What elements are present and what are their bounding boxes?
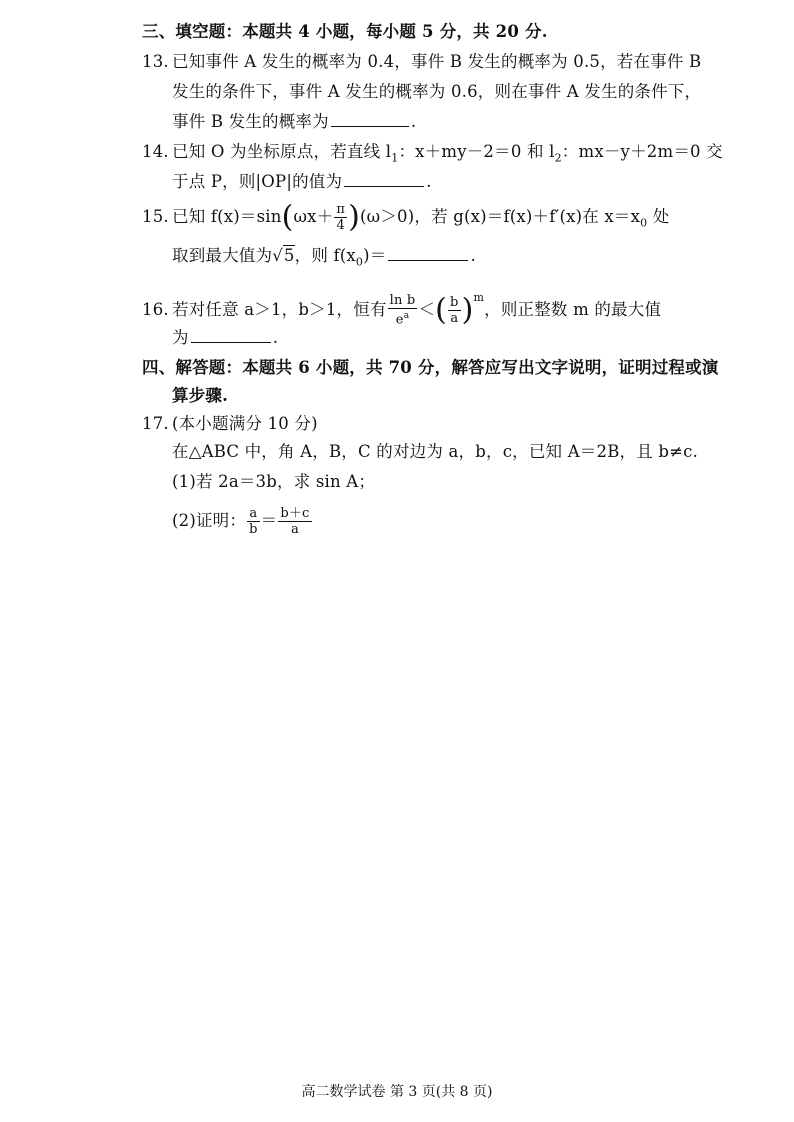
q13-text-line2: 发生的条件下，事件 A 发生的概率为 0.6，则在事件 A 发生的条件下， — [172, 82, 702, 101]
q17-frac1-top: a — [247, 506, 260, 522]
q16-ln-top: ln b — [389, 293, 416, 309]
q15-text-line2c: )＝ — [363, 246, 387, 265]
q16-text-p2: ，则正整数 m 的最大值 — [484, 300, 662, 319]
q13-text-line3: 事件 B 发生的概率为 — [172, 112, 329, 131]
q16-close-paren: ) — [461, 292, 474, 328]
q16-e-sup: a — [403, 311, 410, 322]
page-footer — [0, 1082, 794, 1102]
q15-text-line2a: 取到最大值为 — [172, 246, 273, 265]
q14-text-c: ：mx－y＋2m＝0 交 — [561, 142, 723, 161]
q15-text-line2b: ，则 f(x — [294, 246, 356, 265]
q16-ln-fraction — [388, 293, 418, 327]
q15-pi-fraction — [334, 202, 347, 233]
q16-e-base: e — [395, 312, 404, 328]
q15-close-paren: ) — [348, 199, 361, 235]
q17-frac-a-b — [247, 506, 260, 537]
q17-frac1-bot: b — [249, 522, 258, 537]
q17-eq: ＝ — [260, 511, 278, 530]
q15-text-p2: ωx＋ — [293, 207, 334, 226]
q17-frac-bc-a — [278, 506, 311, 537]
q14-answer-blank[interactable] — [344, 170, 424, 187]
q16-answer-blank[interactable] — [191, 326, 271, 343]
q15-pi: π — [336, 202, 346, 217]
q14-text-b: ：x＋my－2＝0 和 l — [398, 142, 555, 161]
q17-part2-line — [172, 506, 313, 537]
q15-line2-sub: 0 — [355, 255, 364, 269]
q16-text-p1: 若对任意 a＞1，b＞1，恒有 — [172, 300, 387, 319]
q15-text-p3: (ω＞0)，若 g(x)＝f(x)＋f′(x)在 x＝x — [360, 207, 641, 226]
q16-a-bot: a — [450, 311, 459, 326]
q17-part2-label: (2)证明： — [172, 511, 247, 530]
q13-answer-blank[interactable] — [331, 110, 409, 127]
section3-heading-text: 三、填空题：本题共 4 小题，每小题 5 分，共 20 分. — [142, 22, 548, 41]
section4-text-line2: 算步骤. — [172, 386, 229, 405]
q16-text-line2: 为 — [172, 328, 189, 347]
q13-end: . — [410, 112, 417, 131]
q15-open-paren: ( — [281, 199, 294, 235]
q16-m-sup: m — [473, 291, 485, 304]
q16-e-power — [388, 309, 418, 327]
q15-end: . — [470, 246, 476, 265]
q14-line2 — [172, 170, 432, 194]
q14-text-a: 已知 O 为坐标原点，若直线 l — [172, 142, 392, 161]
q14-number: 14. — [142, 142, 169, 161]
q17-part1: (1)若 2a＝3b，求 sin A； — [172, 472, 376, 491]
q16-lt: ＜ — [418, 300, 436, 319]
q17-stem-line — [172, 440, 698, 464]
q15-text-p4: 处 — [647, 207, 670, 226]
section4-heading-line2 — [172, 384, 228, 408]
q17-frac2-bot: a — [290, 522, 299, 537]
q16-open-paren: ( — [435, 292, 448, 328]
q17-frac2-top: b＋c — [280, 506, 310, 521]
q16-end: . — [272, 328, 279, 347]
q16-b-top: b — [450, 295, 459, 310]
q15-text-p1: 已知 f(x)＝sin — [172, 207, 282, 226]
section4-heading-line1 — [142, 356, 719, 380]
section4-text-line1: 四、解答题：本题共 6 小题，共 70 分，解答应写出文字说明，证明过程或演 — [142, 358, 719, 377]
q16-line1 — [142, 286, 661, 328]
q17-number: 17. — [142, 414, 169, 433]
q13-line1 — [142, 50, 701, 74]
q13-line3 — [172, 110, 416, 134]
q15-sqrt-sign: √ — [272, 246, 283, 265]
q15-line1 — [142, 199, 670, 235]
section3-heading — [142, 20, 548, 44]
footer-text: 高二数学试卷 第 3 页(共 8 页) — [301, 1084, 493, 1100]
q17-header — [142, 412, 318, 436]
q15-sub0: 0 — [640, 216, 648, 230]
q17-stem: 在△ABC 中，角 A，B，C 的对边为 a，b，c，已知 A＝2B，且 b≠c. — [172, 442, 699, 461]
q14-sub1: 1 — [391, 151, 399, 165]
q13-text-line1: 已知事件 A 发生的概率为 0.4，事件 B 发生的概率为 0.5，若在事件 B — [172, 52, 702, 71]
q15-line2 — [172, 244, 476, 274]
q15-answer-blank[interactable] — [388, 244, 468, 261]
q16-line2 — [172, 326, 278, 350]
q15-number: 15. — [142, 207, 169, 226]
q14-end: . — [426, 172, 432, 191]
q14-sub2: 2 — [554, 151, 562, 165]
q16-ba-fraction — [448, 295, 461, 326]
q13-number: 13. — [142, 52, 169, 71]
q15-four: 4 — [336, 218, 345, 233]
q17-part1-line — [172, 470, 375, 494]
q16-number: 16. — [142, 300, 169, 319]
q13-line2 — [172, 80, 701, 104]
q14-line1 — [142, 140, 723, 170]
q17-score: (本小题满分 10 分) — [172, 414, 318, 433]
q14-text-line2: 于点 P，则|OP|的值为 — [172, 172, 343, 191]
q15-sqrt-value: 5 — [283, 246, 295, 265]
